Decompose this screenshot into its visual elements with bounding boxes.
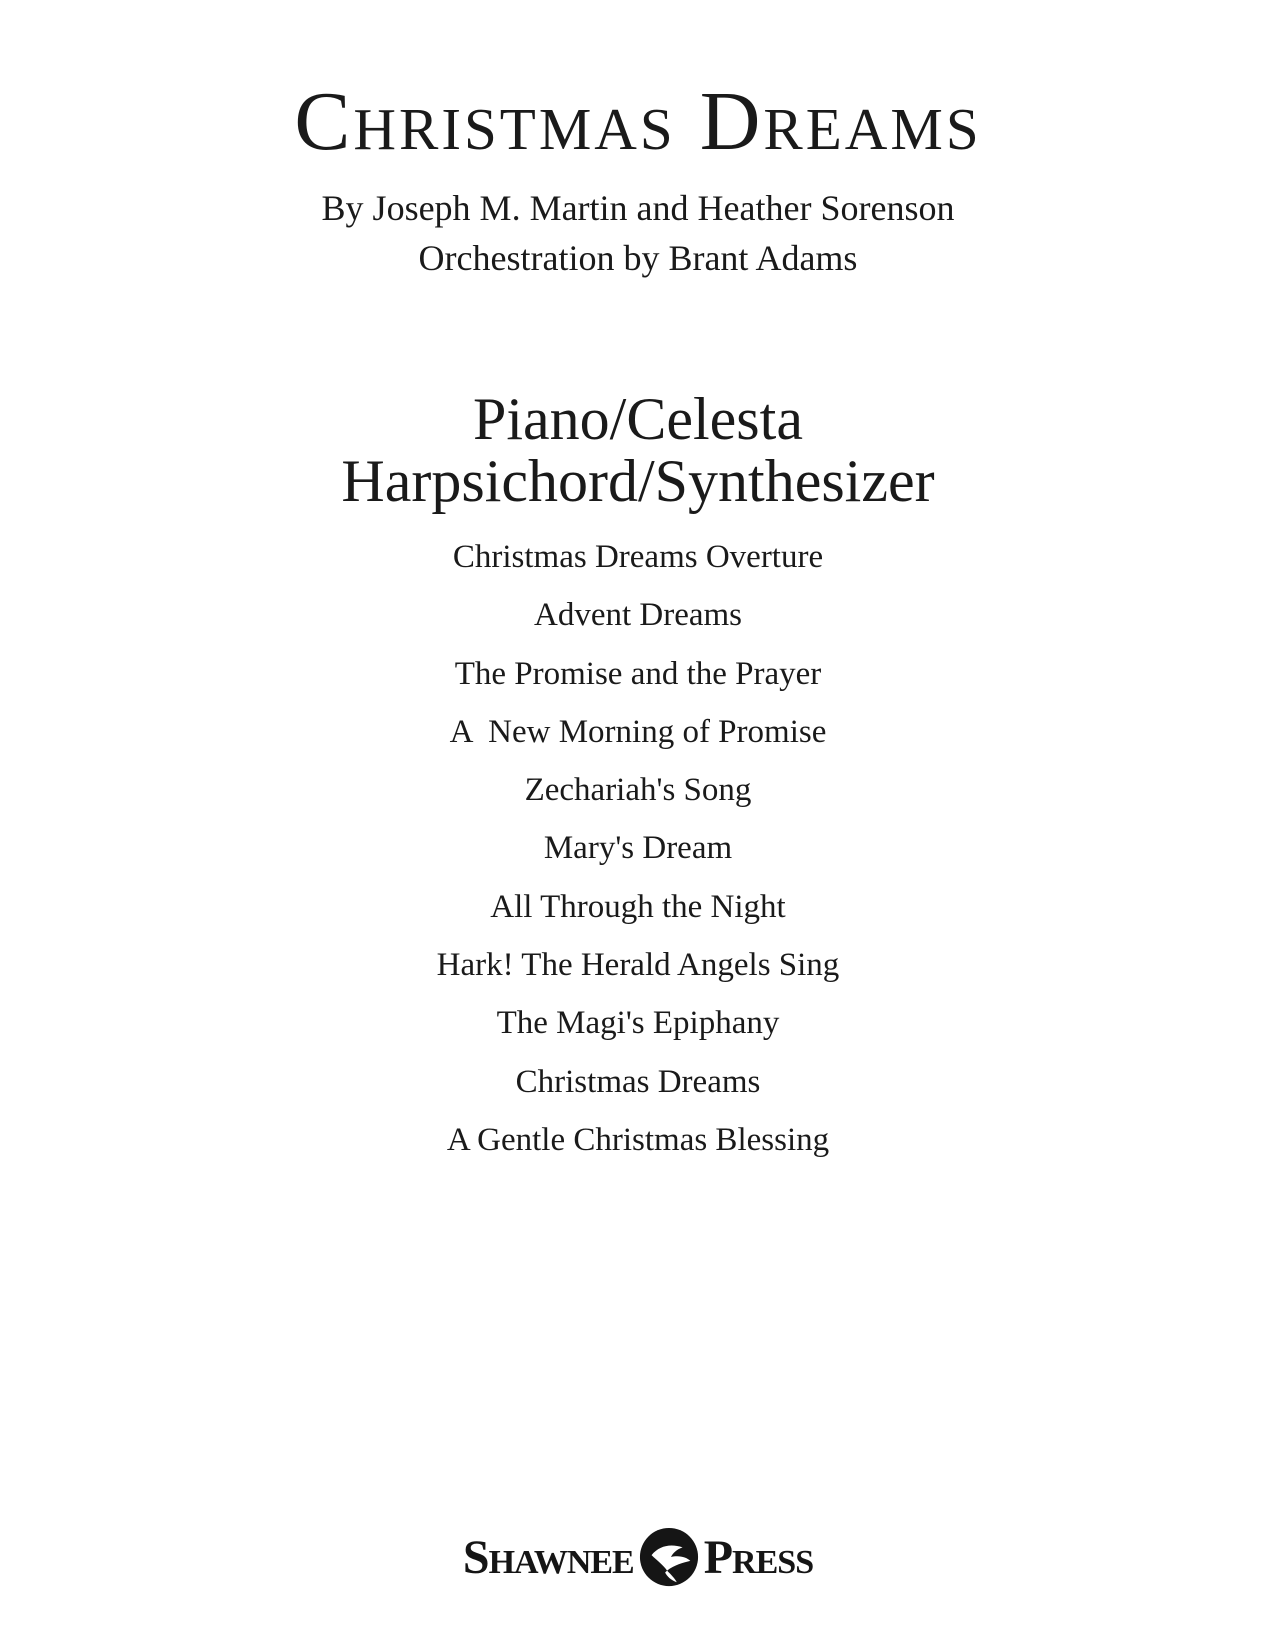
publisher-logo: [0, 1522, 1276, 1592]
song-title: All Through the Night: [490, 888, 786, 925]
publisher-name-first: Shawnee: [462, 1530, 634, 1584]
instrument-title-line-1: Piano/Celesta: [473, 386, 803, 452]
orchestration-credit: Orchestration by Brant Adams: [418, 238, 858, 278]
cover-title: Christmas Dreams: [294, 75, 982, 168]
song-title: Mary's Dream: [543, 830, 733, 867]
publisher-name-second: Press: [703, 1530, 814, 1584]
song-title: The Promise and the Prayer: [454, 655, 822, 692]
song-title: Zechariah's Song: [524, 772, 752, 809]
dove-logo-icon: [638, 1526, 700, 1588]
song-title: A New Morning of Promise: [449, 713, 827, 750]
song-title: Christmas Dreams: [515, 1063, 761, 1100]
song-title: Advent Dreams: [533, 597, 743, 634]
song-title: A Gentle Christmas Blessing: [446, 1121, 830, 1158]
song-title: Christmas Dreams Overture: [452, 539, 824, 575]
song-title: Hark! The Herald Angels Sing: [436, 947, 840, 984]
song-title: The Magi's Epiphany: [496, 1005, 780, 1042]
instrument-title-line-2: Harpsichord/Synthesizer: [341, 448, 935, 514]
composer-credit: By Joseph M. Martin and Heather Sorenson: [321, 188, 955, 228]
song-list: [0, 528, 1276, 1169]
